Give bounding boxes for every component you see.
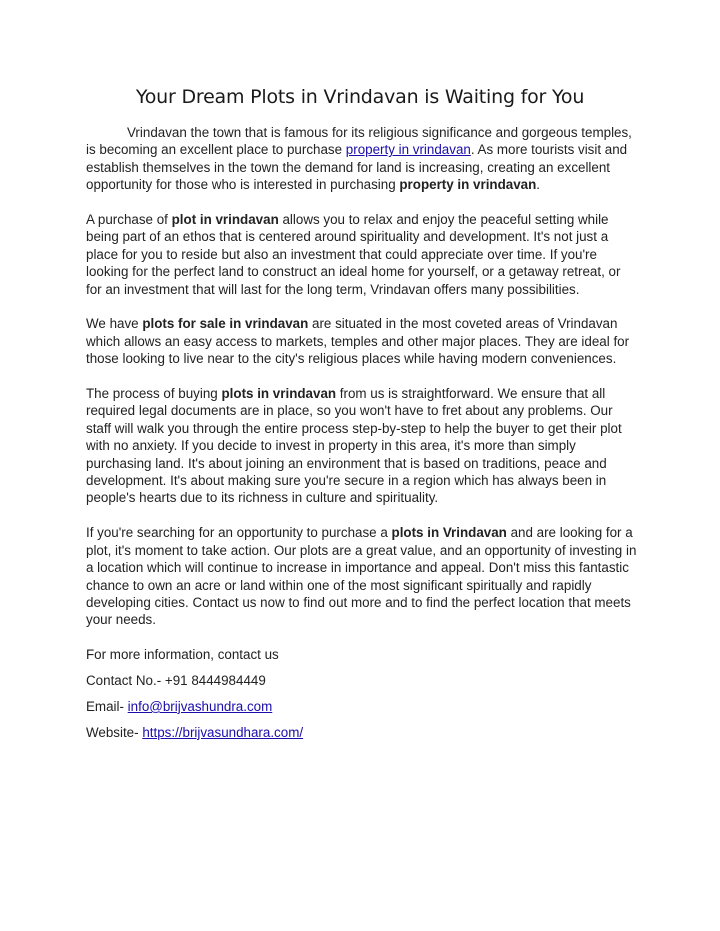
- paragraph-plots-for-sale: [86, 315, 638, 367]
- bold-keyword: plot in vrindavan: [171, 212, 279, 228]
- paragraph-text: The process of buying: [86, 386, 222, 402]
- paragraph-opportunity: [86, 524, 638, 628]
- email-link[interactable]: info@brijvashundra.com: [127, 698, 273, 714]
- contact-intro: For more information, contact us: [86, 647, 279, 663]
- paragraph-text: Vrindavan the town that is famous for its religious significance and gorgeous temples, is becoming an excellent place to purchase: [86, 125, 632, 158]
- paragraph-text: from us is straightforward. We ensure that all required legal documents are in place, so you won't have to fret about any problems. Our staff will walk you through the entire process step-by-step to help the buyer to get their plot with no anxiety. If you decide to invest in property in this area, it's more than simply purchasing land. It's about joining an environment that is based on traditions, peace and development. It's about making sure you're secure in a region which has always been in people's hearts due to its richness in culture and spirituality.: [86, 386, 622, 506]
- paragraph-text: We have: [86, 316, 143, 332]
- paragraph-text: are situated in the most coveted areas of Vrindavan which allows an easy access to markets, temples and other major places. They are ideal for those looking to live near to the city's religious places while having modern conveniences.: [86, 316, 630, 367]
- property-in-vrindavan-link[interactable]: property in vrindavan: [345, 142, 471, 158]
- bold-keyword: plots in Vrindavan: [391, 525, 507, 541]
- paragraph-text: If you're searching for an opportunity to purchase a: [86, 525, 392, 541]
- bold-keyword: plots for sale in vrindavan: [142, 316, 309, 332]
- paragraph-text: . As more tourists visit and establish themselves in the town the demand for land is increasing, creating an excellent opportunity for those who is interested in purchasing: [86, 142, 628, 193]
- contact-email-line: [86, 698, 638, 715]
- paragraph-intro: [86, 124, 638, 194]
- paragraph-purchase: [86, 211, 638, 298]
- bold-keyword: property in vrindavan: [399, 177, 537, 193]
- bold-keyword: plots in vrindavan: [221, 386, 337, 402]
- phone-number: +91 8444984449: [164, 673, 266, 689]
- website-label: Website-: [86, 724, 143, 740]
- document-body: [86, 124, 638, 750]
- paragraph-buying-process: [86, 385, 638, 507]
- contact-website-line: [86, 724, 638, 741]
- paragraph-text: allows you to relax and enjoy the peaceful setting while being part of an ethos that is centered around spirituality and development. It's not just a place for you to reside but also an investment that could appreciate over time. If you're looking for the perfect land to construct an ideal home for yourself, or a getaway retreat, or for an investment that will last for the long term, Vrindavan offers many possibilities.: [86, 212, 621, 297]
- document-title: Your Dream Plots in Vrindavan is Waiting for You: [135, 86, 585, 108]
- contact-phone-line: [86, 672, 638, 689]
- website-link[interactable]: https://brijvasundhara.com/: [142, 724, 304, 740]
- paragraph-text: A purchase of: [86, 212, 172, 228]
- paragraph-text: and are looking for a plot, it's moment to take action. Our plots are a great value, and an opportunity of investing in a location which will continue to increase in importance and appeal. Don't miss this fantastic chance to own an acre or land within one of the most significant spiritually and rapidly developing cities. Contact us now to find out more and to find the perfect location that meets your needs.: [86, 525, 637, 628]
- email-label: Email-: [86, 698, 128, 714]
- phone-label: Contact No.-: [86, 673, 165, 689]
- paragraph-text: .: [536, 177, 541, 193]
